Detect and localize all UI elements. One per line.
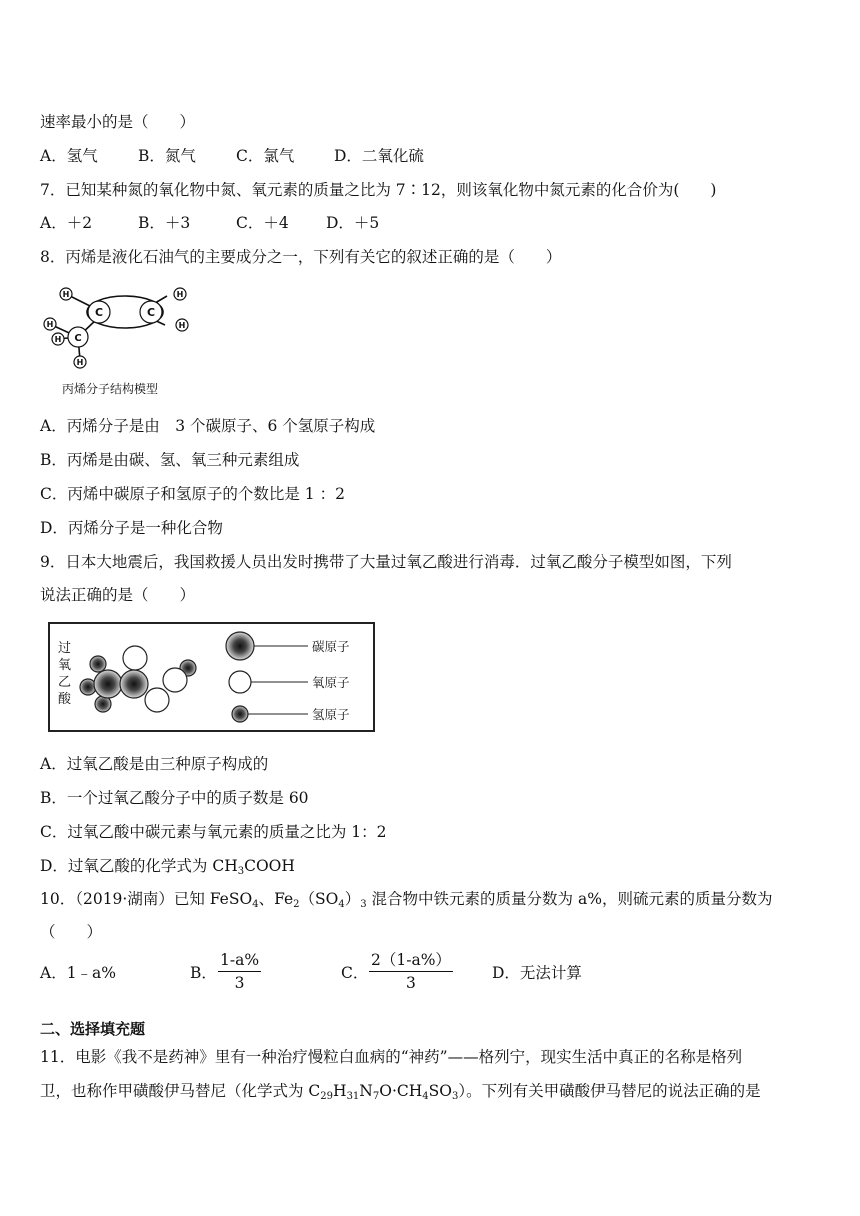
q9-option-d-text: COOH bbox=[244, 857, 295, 875]
legend-carbon-swatch bbox=[226, 632, 254, 660]
q11-text: ）。下列有关甲磺酸伊马替尼的说法正确的是 bbox=[458, 1082, 761, 1100]
q9-option-d-text: D．过氧乙酸的化学式为 CH bbox=[40, 857, 238, 875]
q8-option-c: C．丙烯中碳原子和氢原子的个数比是 1 ：2 bbox=[40, 485, 345, 503]
q6-stem-tail: 速率最小的是（ ） bbox=[40, 113, 196, 131]
legend-hydrogen-swatch bbox=[232, 706, 248, 722]
q10-stem-text: （SO bbox=[299, 890, 339, 908]
section-heading: 二、选择填充题 bbox=[40, 1020, 146, 1038]
q10-option-c-label: C． bbox=[341, 964, 369, 982]
q7-option-a: A．＋2 bbox=[40, 214, 93, 232]
q8-option-b: B．丙烯是由碳、氢、氧三种元素组成 bbox=[40, 451, 300, 469]
hydrogen-atom bbox=[90, 656, 106, 672]
title-char: 酸 bbox=[58, 692, 72, 707]
legend-hydrogen-label: 氢原子 bbox=[312, 707, 350, 722]
propene-structure-diagram bbox=[40, 282, 200, 380]
q9-option-a: A．过氧乙酸是由三种原子构成的 bbox=[40, 755, 269, 773]
carbon-label: C bbox=[94, 306, 104, 319]
q7-option-c: C．＋4 bbox=[236, 214, 289, 232]
q9-option-d bbox=[40, 855, 295, 877]
title-char: 氧 bbox=[58, 658, 72, 673]
fraction-denominator: 3 bbox=[234, 974, 245, 992]
q11-text: O·CH bbox=[379, 1082, 423, 1100]
q10-stem-text: 、Fe bbox=[258, 890, 294, 908]
q10-option-a: A．1﹣a% bbox=[40, 964, 117, 982]
q10-option-d: D．无法计算 bbox=[492, 964, 582, 982]
q6-option-a: A．氢气 bbox=[40, 147, 98, 165]
hydrogen-label: H bbox=[46, 320, 54, 329]
hydrogen-label: H bbox=[62, 290, 70, 299]
q8-option-d: D．丙烯分子是一种化合物 bbox=[40, 519, 223, 537]
q11-text: N bbox=[359, 1082, 373, 1100]
q11-text: 卫，也称作甲磺酸伊马替尼（化学式为 C bbox=[40, 1082, 321, 1100]
subscript: 31 bbox=[346, 1091, 360, 1102]
subscript: 4 bbox=[252, 899, 259, 910]
hydrogen-label: H bbox=[76, 358, 84, 367]
subscript: 4 bbox=[422, 1091, 429, 1102]
propene-figure-caption: 丙烯分子结构模型 bbox=[62, 382, 159, 396]
oxygen-atom bbox=[145, 688, 169, 712]
q9-stem-line1: 9．日本大地震后，我国救援人员出发时携带了大量过氧乙酸进行消毒．过氧乙酸分子模型如图，下列 bbox=[40, 553, 732, 571]
q10-stem-text: 10．（2019·湖南）已知 FeSO bbox=[40, 890, 253, 908]
fraction-numerator: 1-a% bbox=[218, 950, 261, 972]
q6-options bbox=[40, 145, 424, 167]
carbon-label: C bbox=[74, 333, 82, 344]
q9-option-b: B．一个过氧乙酸分子中的质子数是 60 bbox=[40, 789, 309, 807]
q11-text: SO bbox=[428, 1082, 452, 1100]
q10-stem bbox=[40, 888, 772, 910]
carbon-atom bbox=[94, 670, 122, 698]
q10-option-b-label: B． bbox=[190, 964, 217, 982]
carbon-label: C bbox=[146, 306, 156, 319]
title-char: 过 bbox=[58, 641, 72, 656]
oxygen-atom bbox=[163, 668, 187, 692]
q10-stem-text: ） bbox=[344, 890, 361, 908]
subscript: 3 bbox=[360, 899, 367, 910]
q6-option-d: D．二氧化硫 bbox=[334, 147, 424, 165]
q10-paren: （ ） bbox=[40, 923, 103, 941]
carbon-atom bbox=[120, 670, 148, 698]
q9-stem-line2: 说法正确的是（ ） bbox=[40, 586, 196, 604]
q7-stem: 7．已知某种氮的氧化物中氮、氧元素的质量之比为 7∶12，则该氧化物中氮元素的化合价为( ) bbox=[40, 181, 717, 199]
q7-option-d: D．＋5 bbox=[326, 214, 380, 232]
hydrogen-label: H bbox=[178, 321, 186, 330]
q8-stem: 8．丙烯是液化石油气的主要成分之一，下列有关它的叙述正确的是（ ） bbox=[40, 248, 562, 266]
q11-text: H bbox=[333, 1082, 347, 1100]
q10-option-c-fraction bbox=[369, 950, 453, 994]
peracetic-acid-model-figure bbox=[48, 622, 375, 732]
q10-option-b-fraction bbox=[218, 950, 261, 994]
title-char: 乙 bbox=[58, 675, 72, 690]
subscript: 3 bbox=[237, 866, 245, 877]
oxygen-atom bbox=[123, 646, 147, 670]
subscript: 7 bbox=[372, 1091, 380, 1102]
hydrogen-atom bbox=[80, 679, 96, 695]
legend-oxygen-swatch bbox=[229, 671, 251, 693]
q6-option-c: C．氯气 bbox=[236, 147, 295, 165]
q11-line1: 11．电影《我不是药神》里有一种治疗慢粒白血病的“神药”——格列宁，现实生活中真正的名称是格列 bbox=[40, 1048, 743, 1066]
q7-options bbox=[40, 212, 379, 234]
q11-line2 bbox=[40, 1080, 761, 1102]
legend-carbon-label: 碳原子 bbox=[312, 639, 350, 654]
fraction-denominator: 3 bbox=[406, 974, 416, 992]
q8-option-a: A．丙烯分子是由 3 个碳原子、6 个氢原子构成 bbox=[40, 417, 376, 435]
hydrogen-label: H bbox=[176, 290, 184, 299]
subscript: 29 bbox=[320, 1091, 334, 1102]
legend-oxygen-label: 氧原子 bbox=[312, 675, 350, 690]
hydrogen-label: H bbox=[54, 335, 62, 344]
q10-stem-text: 混合物中铁元素的质量分数为 a%，则硫元素的质量分数为 bbox=[366, 890, 773, 908]
subscript: 2 bbox=[293, 899, 300, 910]
q9-option-c: C．过氧乙酸中碳元素与氧元素的质量之比为 1：2 bbox=[40, 823, 387, 841]
fraction-numerator: 2（1-a%） bbox=[369, 950, 453, 972]
q6-option-b: B．氮气 bbox=[138, 147, 196, 165]
q7-option-b: B．＋3 bbox=[138, 214, 191, 232]
subscript: 3 bbox=[451, 1091, 459, 1102]
subscript: 4 bbox=[338, 899, 345, 910]
